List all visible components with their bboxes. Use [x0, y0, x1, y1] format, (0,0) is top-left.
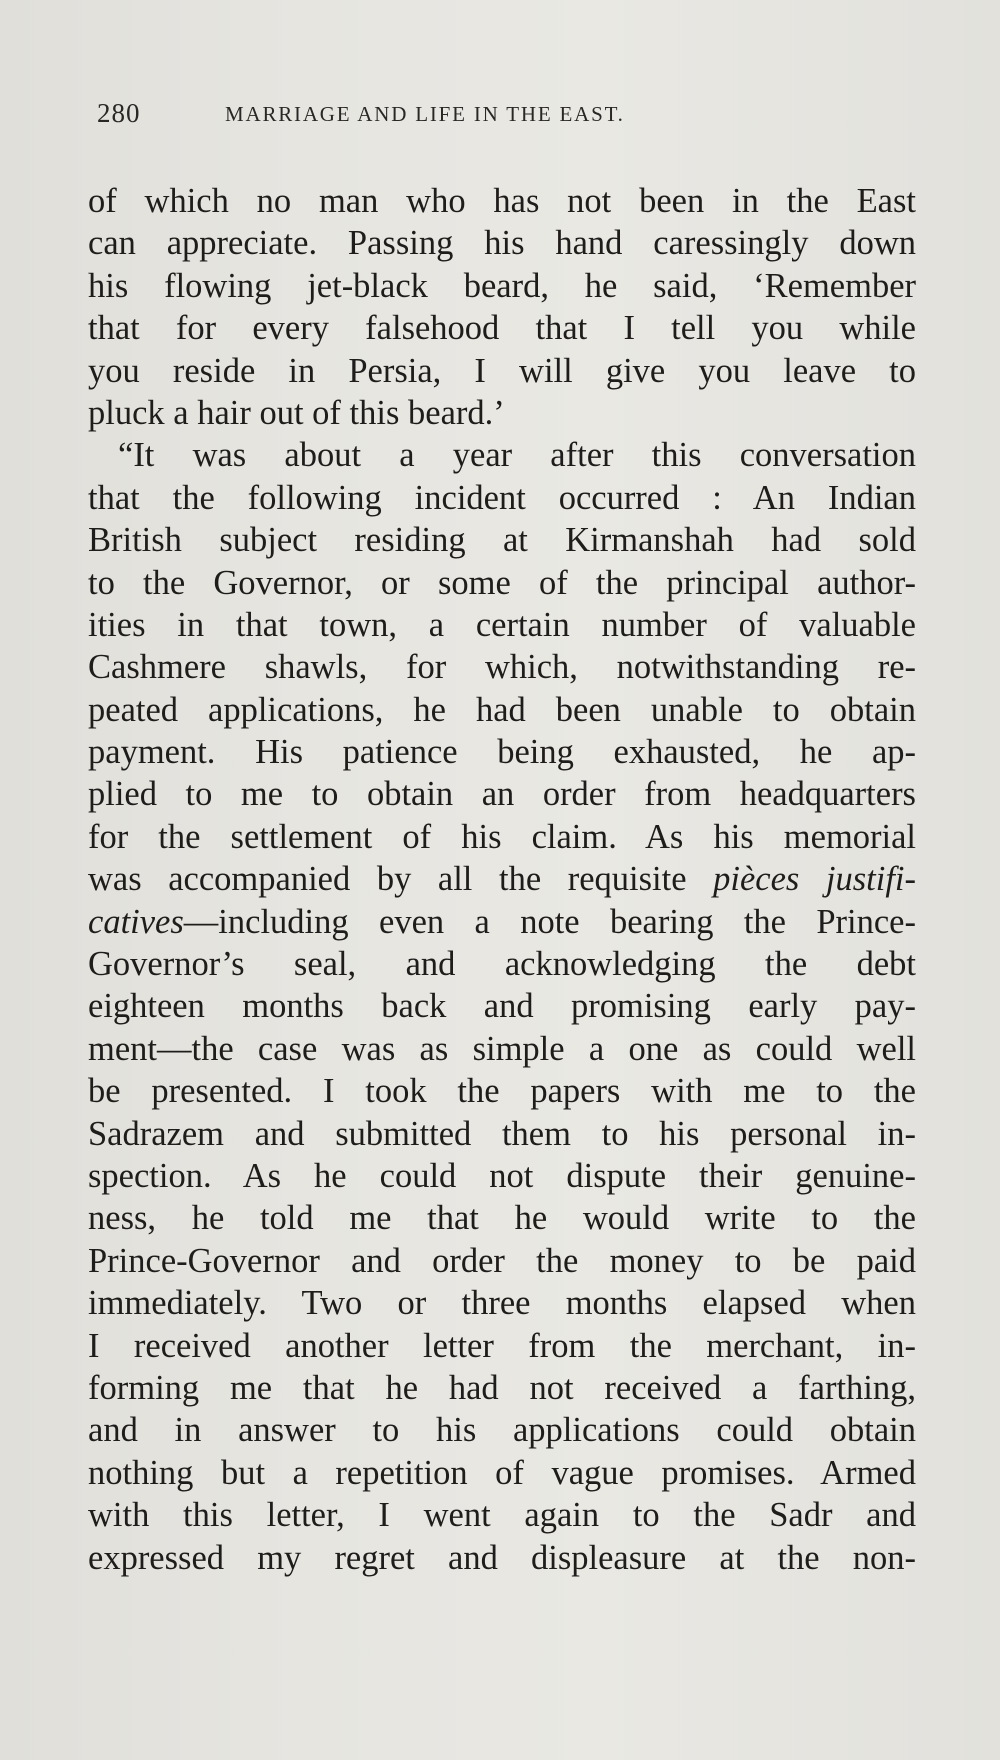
text-line: pluck a hair out of this beard.’ — [88, 393, 505, 432]
text-line: peated applications, he had been unable to obtain — [88, 690, 916, 729]
text-line: Prince-Governor and order the money to be paid — [88, 1241, 916, 1280]
page-number: 280 — [97, 98, 141, 128]
page-header — [97, 98, 912, 138]
text-line: plied to me to obtain an order from headquarters — [88, 775, 916, 814]
text-line: that for every falsehood that I tell you while — [88, 309, 916, 348]
text-line: Sadrazem and submitted them to his personal in- — [88, 1114, 916, 1153]
text-line: his flowing jet-black beard, he said, ‘Remember — [88, 266, 916, 305]
italic-phrase: pièces justifi- — [713, 860, 916, 899]
text-line: and in answer to his applications could obtain — [88, 1411, 916, 1450]
text-line: Governor’s seal, and acknowledging the debt — [88, 945, 916, 984]
text-line: immediately. Two or three months elapsed when — [88, 1284, 916, 1323]
text-line: forming me that he had not received a farthing, — [88, 1368, 916, 1407]
text-line: you reside in Persia, I will give you leave to — [88, 351, 916, 390]
text-segment: was accompanied by all the requisite — [88, 860, 714, 899]
text-line: payment. His patience being exhausted, he ap- — [88, 733, 916, 772]
text-line: can appreciate. Passing his hand caressingly down — [88, 224, 916, 263]
text-line: that the following incident occurred : An Indian — [88, 478, 916, 517]
text-line: ment—the case was as simple a one as could well — [88, 1029, 916, 1068]
text-line — [88, 858, 916, 900]
text-line: British subject residing at Kirmanshah had sold — [88, 521, 916, 560]
text-line: “It was about a year after this conversation — [118, 436, 916, 475]
text-line: of which no man who has not been in the East — [88, 182, 916, 220]
text-line: ities in that town, a certain number of valuable — [88, 605, 916, 644]
text-line — [88, 901, 916, 943]
text-line: to the Governor, or some of the principal author- — [88, 563, 916, 602]
text-line: eighteen months back and promising early pay- — [88, 987, 916, 1026]
running-title: MARRIAGE AND LIFE IN THE EAST. — [225, 102, 625, 126]
text-line: with this letter, I went again to the Sadr and — [88, 1496, 916, 1535]
italic-phrase: catives — [88, 902, 184, 941]
body-text — [88, 180, 916, 1579]
text-line: be presented. I took the papers with me to the — [88, 1072, 916, 1111]
text-line: for the settlement of his claim. As his memorial — [88, 817, 916, 856]
text-line: ness, he told me that he would write to the — [88, 1199, 916, 1238]
text-line: Cashmere shawls, for which, notwithstanding re- — [88, 648, 916, 687]
text-line: I received another letter from the merchant, in- — [88, 1326, 916, 1365]
text-segment: —including even a note bearing the Prince- — [183, 902, 916, 941]
text-line: expressed my regret and displeasure at the non- — [88, 1538, 916, 1577]
text-line: spection. As he could not dispute their genuine- — [88, 1156, 916, 1195]
text-line: nothing but a repetition of vague promises. Armed — [88, 1453, 916, 1492]
